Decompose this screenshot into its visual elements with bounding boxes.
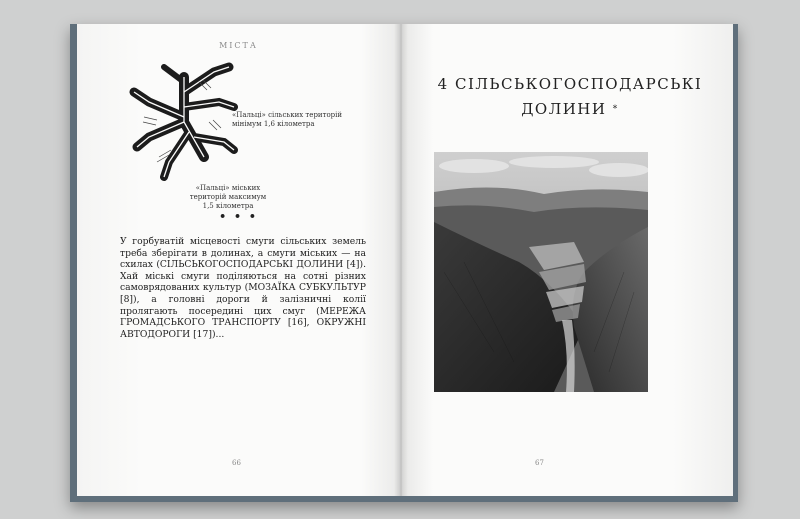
- finger-map-diagram: [129, 62, 239, 182]
- valley-photograph: [434, 152, 648, 392]
- running-head: МІСТА: [219, 41, 258, 50]
- chapter-title-line1: 4 СІЛЬСЬКОГОСПОДАРСЬКІ: [437, 75, 703, 93]
- book-gutter: [394, 24, 408, 496]
- map-label-urban-fingers: «Пальці» міських територій максимум 1,5 кілометра: [189, 184, 267, 210]
- body-paragraph: У горбуватій місцевості смуги сільських земель треба зберігати в долинах, а смуги міських — на схилах (СІЛЬСЬКОГОСПОДАРСЬКІ ДОЛИНИ [4]). Хай міські смуги поділяються на сотні різних самоврядованих культур (МОЗАЇКА СУБКУЛЬТУР [8]), а головні дороги й залізничні колії пролягають посередині цих смуг (МЕРЕЖА ГРОМАДСЬКОГО ТРАНСПОРТУ [16], ОКРУЖНІ АВТОДОРОГИ [17])...: [120, 236, 366, 340]
- chapter-title: [420, 72, 720, 123]
- chapter-title-line2-wrap: [420, 97, 720, 123]
- chapter-title-line2: ДОЛИНИ: [521, 100, 607, 118]
- section-separator: • • •: [219, 210, 258, 223]
- left-page-number: 66: [232, 459, 241, 467]
- right-page-number: 67: [535, 459, 544, 467]
- map-label-rural-fingers: «Пальці» сільських територій мінімум 1,6 кілометра: [232, 111, 343, 128]
- chapter-star-mark: *: [612, 104, 619, 115]
